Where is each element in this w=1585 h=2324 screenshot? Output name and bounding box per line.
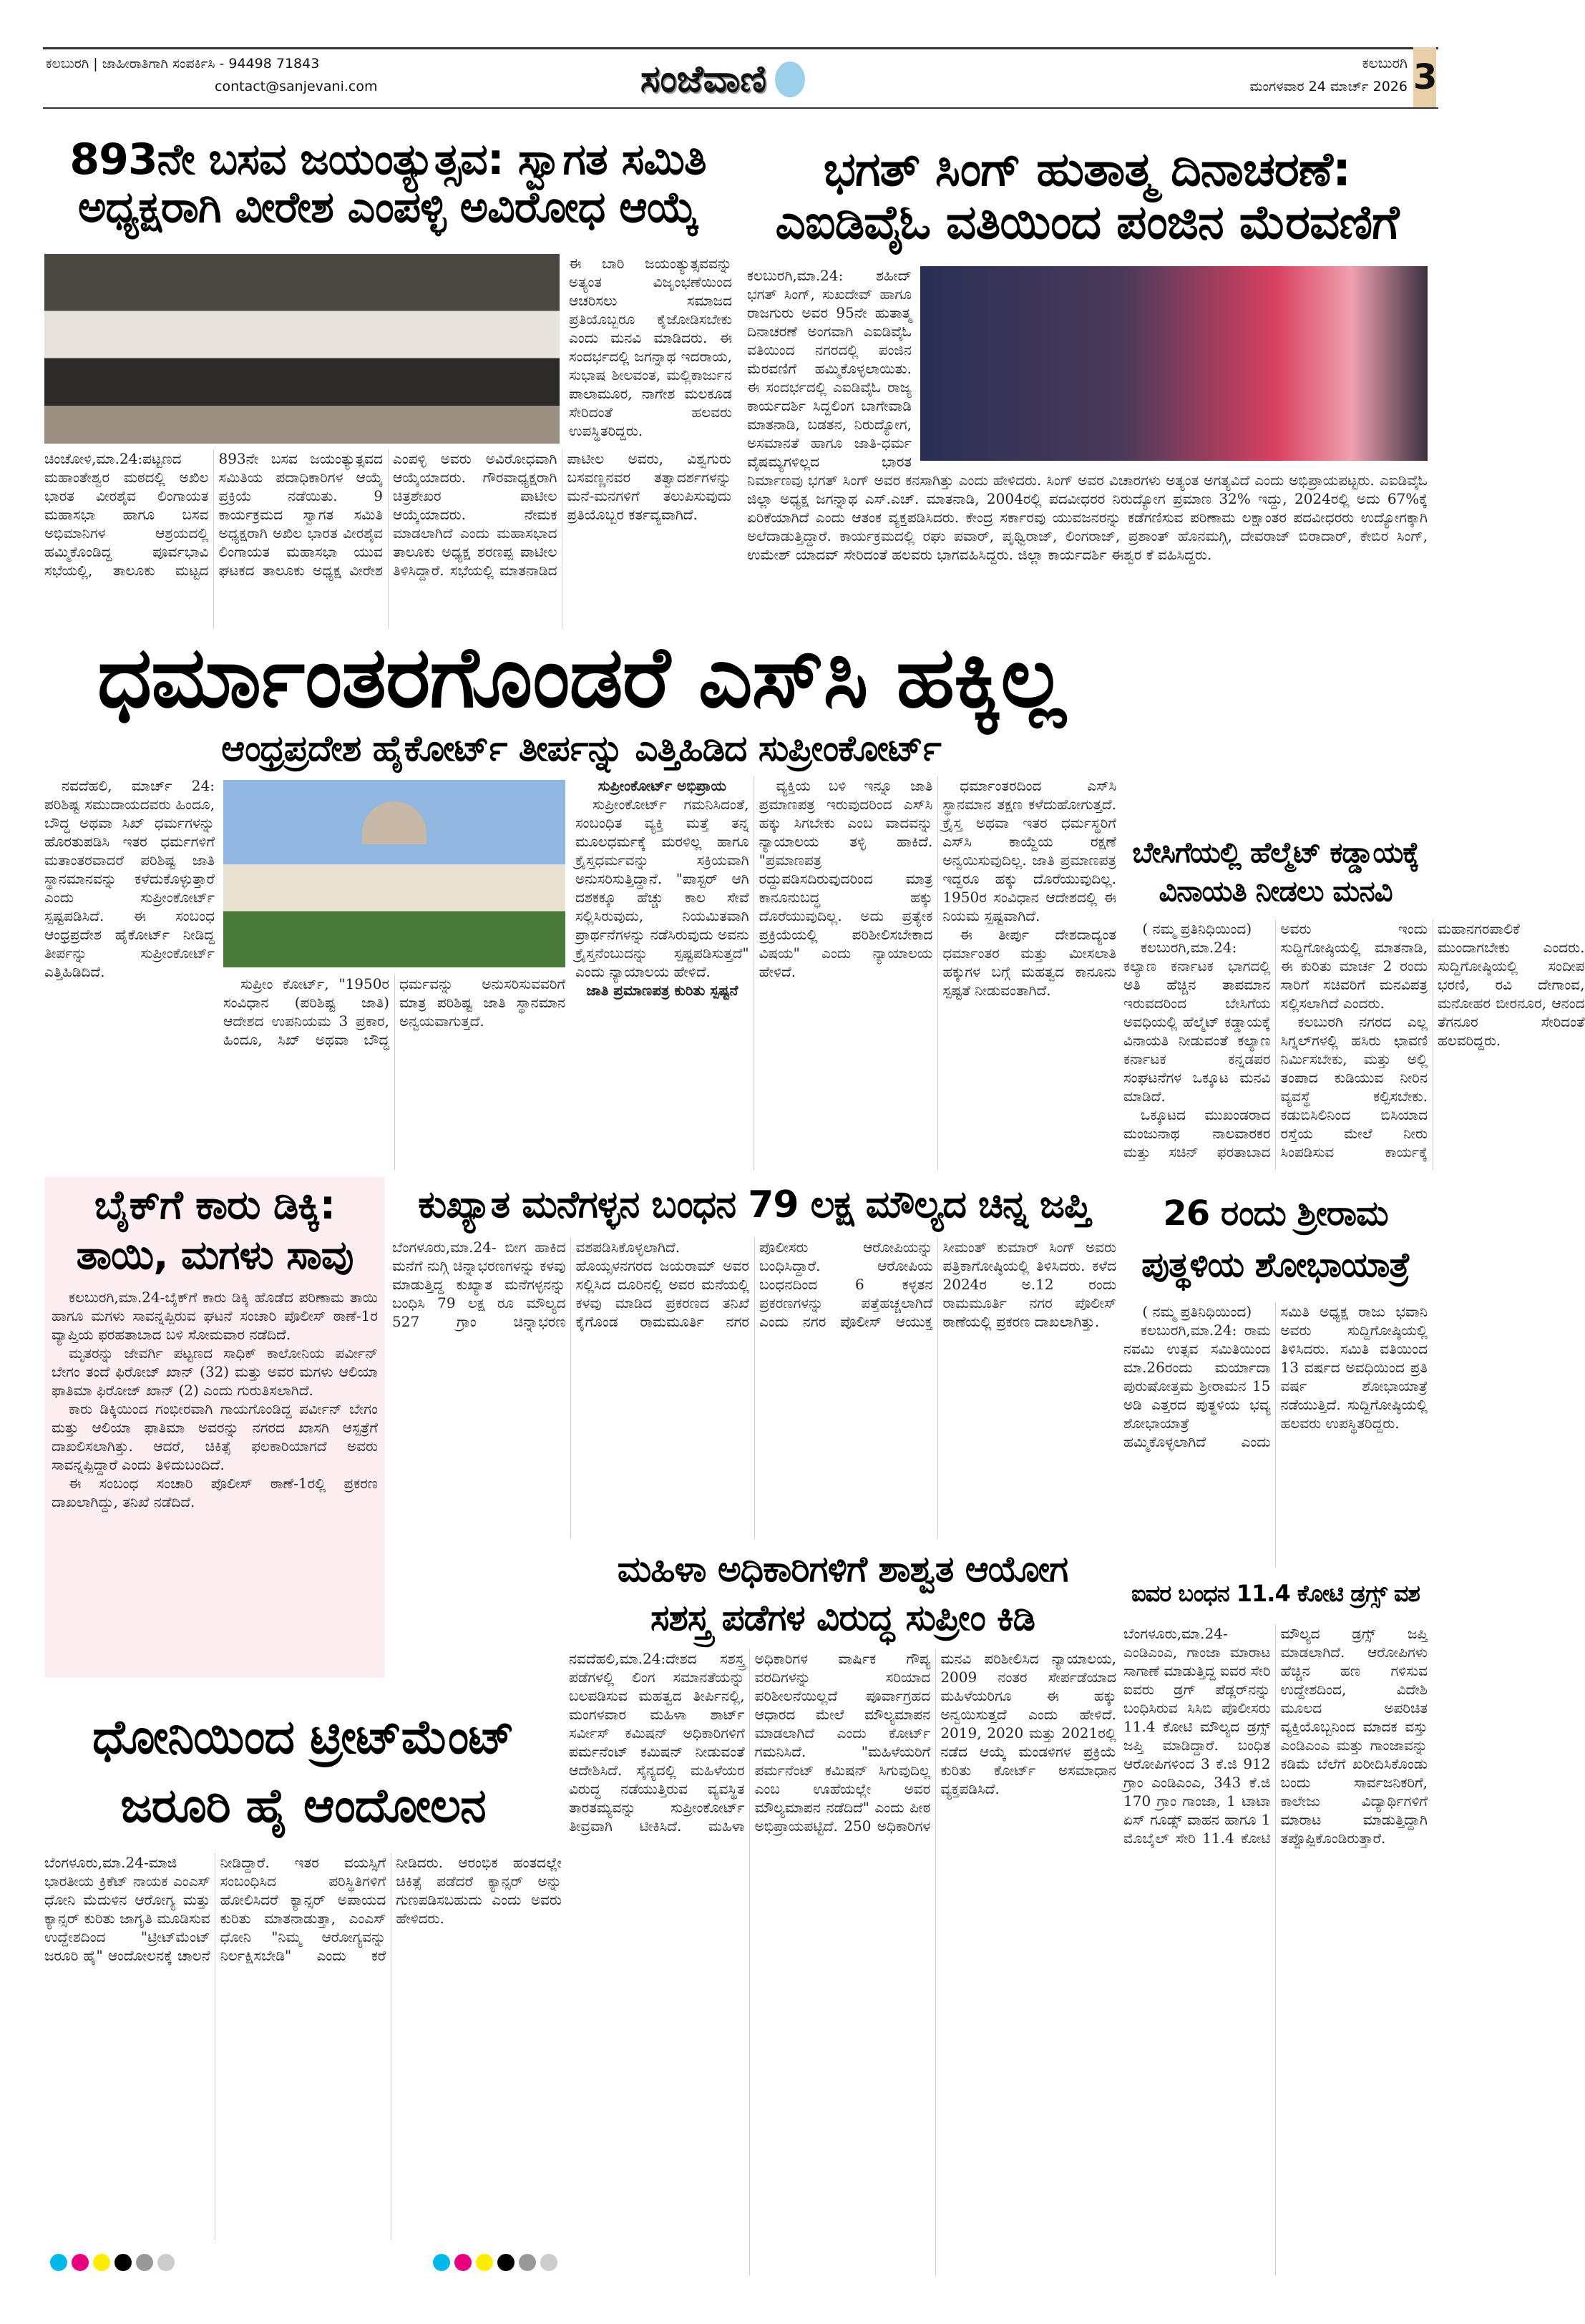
header-contact-line: ಕಲಬುರಗಿ | ಜಾಹೀರಾತಿಗಾಗಿ ಸಂಪರ್ಕಿಸಿ - 94498 71843 [46,56,320,72]
basava-meeting-photo [44,254,560,444]
dome-shape [362,801,426,844]
header-city: ಕಲಬುರಗಿ [1362,54,1408,72]
page-number: 3 [1413,47,1436,107]
women-body: ನವದೆಹಲಿ,ಮಾ.24:ದೇಶದ ಸಶಸ್ತ್ರ ಪಡೆಗಳಲ್ಲಿ ಲಿಂಗ ಸಮಾನತೆಯನ್ನು ಬಲಪಡಿಸುವ ಮಹತ್ವದ ತೀರ್ಪಿನಲ್ಲಿ, ಮಂಗಳವಾರ ಮಹಿಳಾ ಶಾರ್ಟ್ ಸರ್ವೀಸ್ ಕಮಿಷನ್ ಅಧಿಕಾರಿಗಳಿಗೆ ಪರ್ಮನೆಂಟ್ ಕಮಿಷನ್ ನೀಡುವಂತೆ ಆದೇಶಿಸಿದೆ. ಸೈನ್ಯದಲ್ಲಿ ಮಹಿಳೆಯರ ವಿರುದ್ಧ ನಡೆಯುತ್ತಿರುವ ವ್ಯವಸ್ಥಿತ ತಾರತಮ್ಯವನ್ನು ಸುಪ್ರೀಂಕೋರ್ಟ್ ತೀವ್ರವಾಗಿ ಟೀಕಿಸಿದೆ. ಮಹಿಳಾ ಅಧಿಕಾರಿಗಳ ವಾರ್ಷಿಕ ಗೌಪ್ಯ ವರದಿಗಳನ್ನು ಸರಿಯಾದ ಪರಿಶೀಲನೆಯಿಲ್ಲದೆ ಪೂರ್ವಾಗ್ರಹದ ಆಧಾರದ ಮೇಲೆ ಮೌಲ್ಯಮಾಪನ ಮಾಡಲಾಗಿದೆ ಎಂದು ಕೋರ್ಟ್ ಗಮನಿಸಿದೆ. "ಮಹಿಳೆಯರಿಗೆ ಪರ್ಮನೆಂಟ್ ಕಮಿಷನ್ ಸಿಗುವುದಿಲ್ಲ ಎಂಬ ಊಹೆಯಲ್ಲೇ ಅವರ ಮೌಲ್ಯಮಾಪನ ನಡೆದಿದೆ" ಎಂದು ಪೀಠ ಅಭಿಪ್ರಾಯಪಟ್ಟಿದೆ. 250 ಅಧಿಕಾರಿಗಳ ಮನವಿ ಪರಿಶೀಲಿಸಿದ ನ್ಯಾಯಾಲಯ, 2009 ನಂತರ ಸೇರ್ಪಡೆಯಾದ ಮಹಿಳೆಯರಿಗೂ ಈ ಹಕ್ಕು ಅನ್ವಯಿಸುತ್ತದೆ ಎಂದು ಹೇಳಿದೆ. 2019, 2020 ಮತ್ತು 2021ರಲ್ಲಿ ನಡೆದ ಆಯ್ಕೆ ಮಂಡಳಿಗಳ ಪ್ರಕ್ರಿಯೆ ಕುರಿತು ಕೋರ್ಟ್ ಅಸಮಾಧಾನ ವ್ಯಕ್ತಪಡಿಸಿದೆ. [569,1650,1116,1835]
bhagat-headline: ಭಗತ್ ಸಿಂಗ್ ಹುತಾತ್ಮ ದಿನಾಚರಣೆ: ಎಐಡಿವೈಓ ವತಿಯಿಂದ ಪಂಜಿನ ಮೆರವಣಿಗೆ [775,142,1399,250]
drugs-headline: ಐವರ ಬಂಧನ 11.4 ಕೋಟಿ ಡ್ರಗ್ಸ್ ವಶ [1131,1580,1420,1607]
bike-headline: ಬೈಕ್‌ಗೆ ಕಾರು ಡಿಕ್ಕಿ: ತಾಯಿ, ಮಗಳು ಸಾವು [76,1182,353,1279]
sc-headline: ಧರ್ಮಾಂತರಗೊಂಡರೆ ಎಸ್‌ಸಿ ಹಕ್ಕಿಲ್ಲ [97,628,1065,726]
sc-body-lead: ನವದೆಹಲಿ, ಮಾರ್ಚ್ 24: ಪರಿಶಿಷ್ಟ ಸಮುದಾಯದವರು ಹಿಂದೂ, ಬೌದ್ಧ ಅಥವಾ ಸಿಖ್ ಧರ್ಮಗಳನ್ನು ಹೊರತುಪಡಿಸಿ ಇತರ ಧರ್ಮಗಳಿಗೆ ಮತಾಂತರವಾದರೆ ಪರಿಶಿಷ್ಟ ಜಾತಿ ಸ್ಥಾನಮಾನವನ್ನು ಕಳೆದುಕೊಳ್ಳುತ್ತಾರೆ ಎಂದು ಸುಪ್ರೀಂಕೋರ್ಟ್ ಸ್ಪಷ್ಟಪಡಿಸಿದೆ. ಈ ಸಂಬಂಧ ಆಂಧ್ರಪ್ರದೇಶ ಹೈಕೋರ್ಟ್ ನೀಡಿದ್ದ ತೀರ್ಪನ್ನು ಸುಪ್ರೀಂಕೋರ್ಟ್ ಎತ್ತಿಹಿಡಿದಿದೆ. [44,777,215,980]
photo-spacer [912,266,1428,467]
theft-body: ಬೆಂಗಳೂರು,ಮಾ.24- ಬೀಗ ಹಾಕಿದ ಮನೆಗೆ ನುಗ್ಗಿ ಚಿನ್ನಾಭರಣಗಳನ್ನು ಕಳವು ಮಾಡುತ್ತಿದ್ದ ಕುಖ್ಯಾತ ಮನೆಗಳ್ಳನನ್ನು ಬಂಧಿಸಿ 79 ಲಕ್ಷ ರೂ ಮೌಲ್ಯದ 527 ಗ್ರಾಂ ಚಿನ್ನಾಭರಣ ವಶಪಡಿಸಿಕೊಳ್ಳಲಾಗಿದೆ. ಹೊಯ್ಸಳನಗರದ ಜಯರಾಮ್ ಅವರ ಸಲ್ಲಿಸಿದ ದೂರಿನಲ್ಲಿ ಅವರ ಮನೆಯಲ್ಲಿ ಕಳವು ಮಾಡಿದ ಪ್ರಕರಣದ ತನಿಖೆ ಕೈಗೊಂಡ ರಾಮಮೂರ್ತಿ ನಗರ ಪೊಲೀಸರು ಆರೋಪಿಯನ್ನು ಬಂಧಿಸಿದ್ದಾರೆ. ಆರೋಪಿಯ ಬಂಧನದಿಂದ 6 ಕಳ್ಳತನ ಪ್ರಕರಣಗಳನ್ನು ಪತ್ತೆಹಚ್ಚಲಾಗಿದೆ ಎಂದು ನಗರ ಪೊಲೀಸ್ ಆಯುಕ್ತ ಸೀಮಂತ್ ಕುಮಾರ್ ಸಿಂಗ್ ಅವರು ಪತ್ರಿಕಾಗೋಷ್ಠಿಯಲ್ಲಿ ತಿಳಿಸಿದರು. ಕಳೆದ 2024ರ ಅ.12 ರಂದು ರಾಮಮೂರ್ತಿ ನಗರ ಪೊಲೀಸ್ ಠಾಣೆಯಲ್ಲಿ ಪ್ರಕರಣ ದಾಖಲಾಗಿತ್ತು. [392,1239,1116,1330]
supreme-court-photo [223,780,565,967]
rama-body: ( ನಮ್ಮ ಪ್ರತಿನಿಧಿಯಿಂದ) ಕಲಬುರಗಿ,ಮಾ.24: ರಾಮ ನವಮಿ ಉತ್ಸವ ಸಮಿತಿಯಿಂದ ಮಾ.26ರಂದು ಮರ್ಯಾದಾ ಪುರುಷೋತ್ತಮ ಶ್ರೀರಾಮನ 15 ಅಡಿ ಎತ್ತರದ ಪುತ್ಥಳಿಯ ಭವ್ಯ ಶೋಭಾಯಾತ್ರೆ ಹಮ್ಮಿಕೊಳ್ಳಲಾಗಿದೆ ಎಂದು ಸಮಿತಿ ಅಧ್ಯಕ್ಷ ರಾಜು ಭವಾನಿ ಅವರು ಸುದ್ದಿಗೋಷ್ಠಿಯಲ್ಲಿ ತಿಳಿಸಿದರು. ಸಮಿತಿ ವತಿಯಿಂದ 13 ವರ್ಷದ ಅವಧಿಯಿಂದ ಪ್ರತಿ ವರ್ಷ ಶೋಭಾಯಾತ್ರೆ ನಡೆಯುತ್ತಿದೆ. ಸುದ್ದಿಗೋಷ್ಠಿಯಲ್ಲಿ ಹಲವರು ಉಪಸ್ಥಿತರಿದ್ದರು. [1123,1303,1428,1450]
bhagat-body: ಕಲಬುರಗಿ,ಮಾ.24: ಶಹೀದ್ ಭಗತ್ ಸಿಂಗ್, ಸುಖದೇವ್ ಹಾಗೂ ರಾಜಗುರು ಅವರ 95ನೇ ಹುತಾತ್ಮ ದಿನಾಚರಣೆ ಅಂಗವಾಗಿ ಎಐಡಿವೈಓ ವತಿಯಿಂದ ನಗರದಲ್ಲಿ ಪಂಜಿನ ಮೆರವಣಿಗೆ ಹಮ್ಮಿಕೊಳ್ಳಲಾಯಿತು. ಈ ಸಂದರ್ಭದಲ್ಲಿ ಎಐಡಿವೈಓ ರಾಜ್ಯ ಕಾರ್ಯದರ್ಶಿ ಸಿದ್ದಲಿಂಗ ಬಾಗೇವಾಡಿ ಮಾತನಾಡಿ, ಬಡತನ, ನಿರುದ್ಯೋಗ, ಅಸಮಾನತೆ ಹಾಗೂ ಜಾತಿ-ಧರ್ಮ ವೈಷಮ್ಯಗಳಿಲ್ಲದ ಭಾರತ ನಿರ್ಮಾಣವು ಭಗತ್ ಸಿಂಗ್ ಅವರ ಕನಸಾಗಿತ್ತು ಎಂದು ಹೇಳಿದರು. ಸಿಂಗ್ ಅವರ ವಿಚಾರಗಳು ಅತ್ಯಂತ ಅಗತ್ಯವಿದೆ ಎಂದು ಅಭಿಪ್ರಾಯಪಟ್ಟರು. ಎಐಡಿವೈಓ ಜಿಲ್ಲಾ ಅಧ್ಯಕ್ಷ ಜಗನ್ನಾಥ ಎಸ್.ಎಚ್. ಮಾತನಾಡಿ, 2004ರಲ್ಲಿ ಪದವೀಧರರ ನಿರುದ್ಯೋಗ ಪ್ರಮಾಣ 32% ಇದ್ದು, 2024ರಲ್ಲಿ ಅದು 67%ಕ್ಕೆ ಏರಿಕೆಯಾಗಿದೆ ಎಂದು ಆತಂಕ ವ್ಯಕ್ತಪಡಿಸಿದರು. ಕೇಂದ್ರ ಸರ್ಕಾರವು ಯುವಜನರನ್ನು ಕಡೆಗಣಿಸುವ ಪರಿಣಾಮ ಲಕ್ಷಾಂತರ ಪದವೀಧರರು ಉದ್ಯೋಗಕ್ಕಾಗಿ ಅಲೆದಾಡುತ್ತಿದ್ದಾರೆ. ಕಾರ್ಯಕ್ರಮದಲ್ಲಿ ರಘು ಪವಾರ್, ಪೃಥ್ವಿರಾಜ್, ಲಿಂಗರಾಜ್, ಪ್ರಶಾಂತ್ ಹೊನಮಗ್ಗಿ, ದೇವರಾಜ್ ಬಿರಾದಾರ್, ಕೇಬಿರ ಸಿಂಗ್, ಉಮೇಶ್ ಯಾದವ್ ಸೇರಿದಂತೆ ಹಲವರು ಭಾಗವಹಿಸಿದ್ದರು. ಜಿಲ್ಲಾ ಕಾರ್ಯದರ್ಶಿ ಈಶ್ವರ ಕೆ ವಹಿಸಿದ್ದರು. [747,266,1428,831]
dhoni-body: ಬೆಂಗಳೂರು,ಮಾ.24-ಮಾಜಿ ಭಾರತೀಯ ಕ್ರಿಕೆಟ್ ನಾಯಕ ಎಂಎಸ್ ಧೋನಿ ಮೆದುಳಿನ ಆರೋಗ್ಯ ಮತ್ತು ಕ್ಯಾನ್ಸರ್ ಕುರಿತು ಜಾಗೃತಿ ಮೂಡಿಸುವ ಉದ್ದೇಶದಿಂದ "ಟ್ರೀಟ್‌ಮೆಂಟ್ ಜರೂರಿ ಹೈ" ಆಂದೋಲನಕ್ಕೆ ಚಾಲನೆ ನೀಡಿದ್ದಾರೆ. ಇತರ ವಯಸ್ಸಿಗೆ ಸಂಬಂಧಿಸಿದ ಪರಿಸ್ಥಿತಿಗಳಿಗೆ ಹೋಲಿಸಿದರೆ ಕ್ಯಾನ್ಸರ್ ಅಪಾಯದ ಕುರಿತು ಮಾತನಾಡುತ್ತಾ, ಎಂಎಸ್ ಧೋನಿ "ನಿಮ್ಮ ಆರೋಗ್ಯವನ್ನು ನಿರ್ಲಕ್ಷಿಸಬೇಡಿ" ಎಂದು ಕರೆ ನೀಡಿದರು. ಆರಂಭಿಕ ಹಂತದಲ್ಲೇ ಚಿಕಿತ್ಸೆ ಪಡೆದರೆ ಕ್ಯಾನ್ಸರ್ ಅನ್ನು ಗುಣಪಡಿಸಬಹುದು ಎಂದು ಅವರು ಹೇಳಿದರು. [44,1854,562,1964]
theft-headline: ಕುಖ್ಯಾತ ಮನೆಗಳ್ಳನ ಬಂಧನ 79 ಲಕ್ಷ ಮೌಲ್ಯದ ಚಿನ್ನ ಜಪ್ತಿ [418,1183,1091,1226]
basava-side-text: ಈ ಬಾರಿ ಜಯಂತ್ಯುತ್ಸವವನ್ನು ಅತ್ಯಂತ ವಿಜೃಂಭಣೆಯಿಂದ ಆಚರಿಸಲು ಸಮಾಜದ ಪ್ರತಿಯೊಬ್ಬರೂ ಕೈಜೋಡಿಸಬೇಕು ಎಂದು ಮನವಿ ಮಾಡಿದರು. ಈ ಸಂದರ್ಭದಲ್ಲಿ ಜಗನ್ನಾಥ ಇದರಾಯ, ಸುಭಾಷ ಶೀಲವಂತ, ಮಲ್ಲಿಕಾರ್ಜುನ ಪಾಲಾಮೂರ, ನಾಗೇಶ ಮಲಕೂಡ ಸೇರಿದಂತೆ ಹಲವರು ಉಪಸ್ಥಿತರಿದ್ದರು. [569,255,732,439]
dhoni-headline: ಧೋನಿಯಿಂದ ಟ್ರೀಟ್‌ಮೆಂಟ್ ಜರೂರಿ ಹೈ ಆಂದೋಲನ [92,1709,514,1833]
drugs-body: ಬೆಂಗಳೂರು,ಮಾ.24- ಎಂಡಿಎಂಎ, ಗಾಂಜಾ ಮಾರಾಟ ಸಾಗಾಣೆ ಮಾಡುತ್ತಿದ್ದ ಐವರ ಸೇರಿ ಐವರು ಡ್ರಗ್ ಪೆಡ್ಲರ್‌ನನ್ನು ಬಂಧಿಸಿರುವ ಸಿಸಿಬಿ ಪೊಲೀಸರು 11.4 ಕೋಟಿ ಮೌಲ್ಯದ ಡ್ರಗ್ಸ್ ಜಪ್ತಿ ಮಾಡಿದ್ದಾರೆ. ಬಂಧಿತ ಆರೋಪಿಗಳಿಂದ 3 ಕೆ.ಜಿ 912 ಗ್ರಾಂ ಎಂಡಿಎಂಎ, 343 ಕೆ.ಜಿ 170 ಗ್ರಾಂ ಗಾಂಜಾ, 1 ಟಾಟಾ ಏಸ್ ಗೂಡ್ಸ್ ವಾಹನ ಹಾಗೂ 1 ಮೊಬೈಲ್ ಸೇರಿ 11.4 ಕೋಟಿ ಮೌಲ್ಯದ ಡ್ರಗ್ಸ್ ಜಪ್ತಿ ಮಾಡಲಾಗಿದೆ. ಆರೋಪಿಗಳು ಹೆಚ್ಚಿನ ಹಣ ಗಳಿಸುವ ಉದ್ದೇಶದಿಂದ, ವಿದೇಶಿ ಮೂಲದ ಅಪರಿಚಿತ ವ್ಯಕ್ತಿಯೊಬ್ಬನಿಂದ ಮಾದಕ ವಸ್ತು ಎಂಡಿಎಂಎ ಮತ್ತು ಗಾಂಜಾವನ್ನು ಕಡಿಮೆ ಬೆಲೆಗೆ ಖರೀದಿಸಿಕೊಂಡು ಬಂದು ಸಾರ್ವಜನಿಕರಿಗೆ, ಕಾಲೇಜು ವಿದ್ಯಾರ್ಥಿಗಳಿಗೆ ಮಾರಾಟ ಮಾಡುತ್ತಿದ್ದಾಗಿ ತಪ್ಪೊಪ್ಪಿಕೊಂಡಿರುತ್ತಾರೆ. [1123,1625,1428,1847]
masthead-logo [572,53,873,106]
bike-body: ಕಲಬುರಗಿ,ಮಾ.24-ಬೈಕ್‌ಗೆ ಕಾರು ಡಿಕ್ಕಿ ಹೊಡೆದ ಪರಿಣಾಮ ತಾಯಿ ಹಾಗೂ ಮಗಳು ಸಾವನ್ನಪ್ಪಿರುವ ಘಟನೆ ಸಂಚಾರಿ ಪೊಲೀಸ್ ಠಾಣೆ-1ರ ವ್ಯಾಪ್ತಿಯ ಫರಹತಾಬಾದ ಬಳಿ ಸೋಮವಾರ ನಡೆದಿದೆ. ಮೃತರನ್ನು ಜೇವರ್ಗಿ ಪಟ್ಟಣದ ಸಾಧಿಕ್ ಕಾಲೋನಿಯ ಪರ್ವೀನ್ ಬೇಗಂ ತಂದೆ ಫಿರೋಜ್ ಖಾನ್ (32) ಮತ್ತು ಅವರ ಮಗಳು ಆಲಿಯಾ ಫಾತಿಮಾ ಫಿರೋಜ್ ಖಾನ್ (2) ಎಂದು ಗುರುತಿಸಲಾಗಿದೆ. ಕಾರು ಡಿಕ್ಕಿಯಿಂದ ಗಂಭೀರವಾಗಿ ಗಾಯಗೊಂಡಿದ್ದ ಪರ್ವೀನ್ ಬೇಗಂ ಮತ್ತು ಆಲಿಯಾ ಫಾತಿಮಾ ಅವರನ್ನು ನಗರದ ಖಾಸಗಿ ಆಸ್ಪತ್ರೆಗೆ ದಾಖಲಿಸಲಾಗಿತ್ತು. ಆದರೆ, ಚಿಕಿತ್ಸೆ ಫಲಕಾರಿಯಾಗದೆ ಅವರು ಸಾವನ್ನಪ್ಪಿದ್ದಾರೆ ಎಂದು ತಿಳಿದುಬಂದಿದೆ. ಈ ಸಂಬಂಧ ಸಂಚಾರಿ ಪೊಲೀಸ್ ಠಾಣೆ-1ರಲ್ಲಿ ಪ್ರಕರಣ ದಾಖಲಾಗಿದ್ದು, ತನಿಖೆ ನಡೆದಿದೆ. [52,1289,378,1510]
color-registration-marks-left [50,2254,179,2274]
masthead-logo-text: ಸಂಜೆವಾಣಿ [640,57,767,101]
helmet-body: ( ನಮ್ಮ ಪ್ರತಿನಿಧಿಯಿಂದ) ಕಲಬುರಗಿ,ಮಾ.24: ಕಲ್ಯಾಣ ಕರ್ನಾಟಕ ಭಾಗದಲ್ಲಿ ಅತಿ ಹೆಚ್ಚಿನ ತಾಪಮಾನ ಇರುವದರಿಂದ ಬೇಸಿಗೆಯ ಅವಧಿಯಲ್ಲಿ ಹೆಲ್ಮೆಟ್ ಕಡ್ಡಾಯಕ್ಕೆ ವಿನಾಯತಿ ನೀಡುವಂತೆ ಕಲ್ಯಾಣ ಕರ್ನಾಟಕ ಕನ್ನಡಪರ ಸಂಘಟನೆಗಳ ಒಕ್ಕೂಟ ಮನವಿ ಮಾಡಿದೆ. ಒಕ್ಕೂಟದ ಮುಖಂಡರಾದ ಮಂಜುನಾಥ ನಾಲವಾರಕರ ಮತ್ತು ಸಚಿನ್ ಫರತಾಬಾದ ಅವರು ಇಂದು ಸುದ್ದಿಗೋಷ್ಠಿಯಲ್ಲಿ ಮಾತನಾಡಿ, ಈ ಕುರಿತು ಮಾರ್ಚ 2 ರಂದು ಸಾರಿಗೆ ಸಚಿವರಿಗೆ ಮನವಿಪತ್ರ ಸಲ್ಲಿಸಲಾಗಿದೆ ಎಂದರು. ಕಲಬುರಗಿ ನಗರದ ಎಲ್ಲ ಸಿಗ್ನಲ್‌ಗಳಲ್ಲಿ ಹಸಿರು ಛಾವಣಿ ನಿರ್ಮಿಸಬೇಕು, ಮತ್ತು ಅಲ್ಲಿ ತಂಪಾದ ಕುಡಿಯುವ ನೀರಿನ ವ್ಯವಸ್ಥೆ ಕಲ್ಪಿಸಬೇಕು. ಕಡುಬಿಸಿಲಿನಿಂದ ಬಿಸಿಯಾದ ರಸ್ತೆಯ ಮೇಲೆ ನೀರು ಸಿಂಪಡಿಸುವ ಕಾರ್ಯಕ್ಕೆ ಮಹಾನಗರಪಾಲಿಕೆ ಮುಂದಾಗಬೇಕು ಎಂದರು. ಸುದ್ದಿಗೋಷ್ಠಿಯಲ್ಲಿ ಸಂದೀಪ ಭರಣಿ, ರವಿ ದೇಗಾಂವ, ಮನೋಹರ ಬೀರನೂರ, ಆನಂದ ತೆಗನೂರ ಸೇರಿದಂತೆ ಹಲವರಿದ್ದರು. [1123,920,1585,1161]
globe-icon [775,62,805,97]
header-bottom-rule [43,107,1438,109]
header-top-rule [43,47,1438,49]
basava-body: ಚಿಂಚೋಳಿ,ಮಾ.24:ಪಟ್ಟಣದ ಮಹಾಂತೇಶ್ವರ ಮಠದಲ್ಲಿ ಅಖಿಲ ಭಾರತ ವೀರಶೈವ ಲಿಂಗಾಯತ ಮಹಾಸಭಾ ಹಾಗೂ ಬಸವ ಅಭಿಮಾನಿಗಳ ಆಶ್ರಯದಲ್ಲಿ ಹಮ್ಮಿಕೊಂಡಿದ್ದ ಪೂರ್ವಭಾವಿ ಸಭೆಯಲ್ಲಿ, ತಾಲೂಕು ಮಟ್ಟದ 893ನೇ ಬಸವ ಜಯಂತ್ಯುತ್ಸವದ ಸಮಿತಿಯ ಪದಾಧಿಕಾರಿಗಳ ಆಯ್ಕೆ ಪ್ರಕ್ರಿಯೆ ನಡೆಯಿತು. 9 ಕಾರ್ಯಕ್ರಮದ ಸ್ವಾಗತ ಸಮಿತಿ ಅಧ್ಯಕ್ಷರಾಗಿ ಅಖಿಲ ಭಾರತ ವೀರಶೈವ ಲಿಂಗಾಯತ ಮಹಾಸಭಾ ಯುವ ಘಟಕದ ತಾಲೂಕು ಅಧ್ಯಕ್ಷ ವೀರೇಶ ಎಂಪಳ್ಳಿ ಅವರು ಅವಿರೋಧವಾಗಿ ಆಯ್ಕೆಯಾದರು. ಗೌರವಾಧ್ಯಕ್ಷರಾಗಿ ಚಿತ್ರಶೇಖರ ಪಾಟೀಲ ಆಯ್ಕೆಯಾದರು. ನೇಮಕ ಮಾಡಲಾಗಿದೆ ಎಂದು ಮಹಾಸಭಾದ ತಾಲೂಕು ಅಧ್ಯಕ್ಷ ಶರಣಪ್ಪ ಪಾಟೀಲ ತಿಳಿಸಿದ್ದಾರೆ. ಸಭೆಯಲ್ಲಿ ಮಾತನಾಡಿದ ಪಾಟೀಲ ಅವರು, ವಿಶ್ವಗುರು ಬಸವಣ್ಣನವರ ತತ್ವಾದರ್ಶಗಳನ್ನು ಮನೆ-ಮನಗಳಿಗೆ ತಲುಪಿಸುವುದು ಪ್ರತಿಯೊಬ್ಬರ ಕರ್ತವ್ಯವಾಗಿದೆ. [44,450,731,579]
header-date: ಮಂಗಳವಾರ 24 ಮಾರ್ಚ್ 2026 [1249,79,1408,94]
basava-headline: 893ನೇ ಬಸವ ಜಯಂತ್ಯುತ್ಸವ: ಸ್ವಾಗತ ಸಮಿತಿ ಅಧ್ಯಕ್ಷರಾಗಿ ವೀರೇಶ ಎಂಪಳ್ಳಿ ಅವಿರೋಧ ಆಯ್ಕೆ [69,135,706,233]
color-registration-marks-center [433,2254,562,2274]
helmet-headline: ಬೇಸಿಗೆಯಲ್ಲಿ ಹೆಲ್ಮೆಟ್ ಕಡ್ಡಾಯಕ್ಕೆ ವಿನಾಯತಿ ನೀಡಲು ಮನವಿ [1132,836,1419,908]
header-email[interactable]: contact@sanjevani.com [215,79,378,94]
women-headline: ಮಹಿಳಾ ಅಧಿಕಾರಿಗಳಿಗೆ ಶಾಶ್ವತ ಆಯೋಗ ಸಶಸ್ತ್ರ ಪಡೆಗಳ ವಿರುದ್ಧ ಸುಪ್ರೀಂ ಕಿಡಿ [617,1548,1068,1639]
sc-body-under-photo: ಸುಪ್ರೀಂ ಕೋರ್ಟ್, "1950ರ ಸಂವಿಧಾನ (ಪರಿಶಿಷ್ಟ ಜಾತಿ) ಆದೇಶದ ಉಪನಿಯಮ 3 ಪ್ರಕಾರ, ಹಿಂದೂ, ಸಿಖ್ ಅಥವಾ ಬೌದ್ಧ ಧರ್ಮವನ್ನು ಅನುಸರಿಸುವವರಿಗೆ ಮಾತ್ರ ಪರಿಶಿಷ್ಟ ಜಾತಿ ಸ್ಥಾನಮಾನ ಅನ್ವಯವಾಗುತ್ತದೆ. [223,975,565,1048]
rama-headline: 26 ರಂದು ಶ್ರೀರಾಮ ಪುತ್ಥಳಿಯ ಶೋಭಾಯಾತ್ರೆ [1141,1193,1410,1285]
sc-subhead: ಆಂಧ್ರಪ್ರದೇಶ ಹೈಕೋರ್ಟ್ ತೀರ್ಪನ್ನು ಎತ್ತಿಹಿಡಿದ ಸುಪ್ರೀಂಕೋರ್ಟ್ [221,728,941,769]
sc-body-main: ಸುಪ್ರೀಂಕೋರ್ಟ್ ಅಭಿಪ್ರಾಯ ಸುಪ್ರೀಂಕೋರ್ಟ್ ಗಮನಿಸಿದಂತೆ, ಸಂಬಂಧಿತ ವ್ಯಕ್ತಿ ಮತ್ತೆ ತನ್ನ ಮೂಲಧರ್ಮಕ್ಕೆ ಮರಳಿಲ್ಲ ಹಾಗೂ ಕ್ರೈಸ್ತಧರ್ಮವನ್ನು ಸಕ್ರಿಯವಾಗಿ ಅನುಸರಿಸುತ್ತಿದ್ದಾನೆ. "ಪಾಸ್ಟರ್ ಆಗಿ ದಶಕಕ್ಕೂ ಹೆಚ್ಚು ಕಾಲ ಸೇವೆ ಸಲ್ಲಿಸಿರುವುದು, ನಿಯಮಿತವಾಗಿ ಪ್ರಾರ್ಥನೆಗಳನ್ನು ನಡೆಸಿರುವುದು ಅವನು ಕ್ರೈಸ್ತನೆಂಬುದನ್ನು ಸ್ಪಷ್ಟಪಡಿಸುತ್ತದೆ" ಎಂದು ನ್ಯಾಯಾಲಯ ಹೇಳಿದೆ. ಜಾತಿ ಪ್ರಮಾಣಪತ್ರ ಕುರಿತು ಸ್ಪಷ್ಟನೆ ವ್ಯಕ್ತಿಯ ಬಳಿ ಇನ್ನೂ ಜಾತಿ ಪ್ರಮಾಣಪತ್ರ ಇರುವುದರಿಂದ ಎಸ್‌ಸಿ ಹಕ್ಕು ಸಿಗಬೇಕು ಎಂಬ ವಾದವನ್ನು ನ್ಯಾಯಾಲಯ ತಳ್ಳಿ ಹಾಕಿದೆ. "ಪ್ರಮಾಣಪತ್ರ ರದ್ದುಪಡಿಸದಿರುವುದರಿಂದ ಮಾತ್ರ ಕಾನೂನುಬದ್ಧ ಹಕ್ಕು ದೊರೆಯುವುದಿಲ್ಲ. ಅದು ಪ್ರತ್ಯೇಕ ಪ್ರಕ್ರಿಯೆಯಲ್ಲಿ ಪರಿಶೀಲಿಸಬೇಕಾದ ವಿಷಯ" ಎಂದು ನ್ಯಾಯಾಲಯ ಹೇಳಿದೆ. ಧರ್ಮಾಂತರದಿಂದ ಎಸ್‌ಸಿ ಸ್ಥಾನಮಾನ ತಕ್ಷಣ ಕಳೆದುಹೋಗುತ್ತದೆ. ಕ್ರೈಸ್ತ ಅಥವಾ ಇತರ ಧರ್ಮಸ್ಥರಿಗೆ ಎಸ್‌ಸಿ ಕಾಯ್ದೆಯ ರಕ್ಷಣೆ ಅನ್ವಯಿಸುವುದಿಲ್ಲ. ಜಾತಿ ಪ್ರಮಾಣಪತ್ರ ಇದ್ದರೂ ಹಕ್ಕು ದೊರೆಯುವುದಿಲ್ಲ. 1950ರ ಸಂವಿಧಾನ ಆದೇಶದಲ್ಲಿ ಈ ನಿಯಮ ಸ್ಪಷ್ಟವಾಗಿದೆ. ಈ ತೀರ್ಪು ದೇಶದಾದ್ಯಂತ ಧರ್ಮಾಂತರ ಮತ್ತು ಮೀಸಲಾತಿ ಹಕ್ಕುಗಳ ಬಗ್ಗೆ ಮಹತ್ವದ ಕಾನೂನು ಸ್ಪಷ್ಟತೆ ನೀಡುವಂತಾಗಿದೆ. [575,777,1116,999]
